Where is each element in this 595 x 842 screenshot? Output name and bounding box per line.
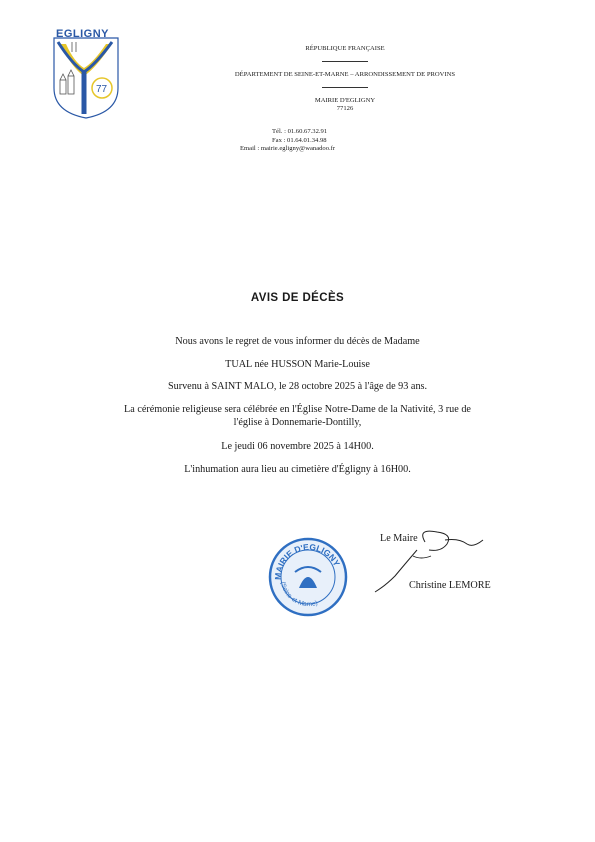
letterhead bbox=[140, 45, 550, 113]
notice-line-name: TUAL née HUSSON Marie-Louise bbox=[225, 359, 370, 370]
signatory-role: Le Maire bbox=[380, 533, 418, 544]
official-seal-icon bbox=[267, 536, 349, 618]
department-line: DÉPARTEMENT DE SEINE-ET-MARNE – ARRONDISSEMENT DE PROVINS bbox=[234, 71, 456, 78]
svg-text:(Seine-et-Marne): (Seine-et-Marne) bbox=[279, 581, 319, 609]
notice-line-burial: L'inhumation aura lieu au cimetière d'Égligny à 16H00. bbox=[184, 464, 411, 475]
notice-line-ceremony-cont: l'église à Donnemarie-Dontilly, bbox=[233, 417, 362, 428]
phone-line: Tél. : 01.60.67.32.91 bbox=[272, 128, 328, 135]
crest-shield-icon bbox=[50, 28, 122, 120]
egligny-crest-logo bbox=[50, 28, 122, 120]
postcode-line: 77126 bbox=[336, 105, 354, 112]
notice-line-ceremony: La cérémonie religieuse sera célébrée en l'Église Notre-Dame de la Nativité, 3 rue de bbox=[124, 404, 471, 415]
divider bbox=[322, 87, 368, 88]
contact-block bbox=[220, 128, 420, 154]
fax-line: Fax : 01.64.01.34.98 bbox=[272, 136, 327, 144]
notice-line-intro: Nous avons le regret de vous informer du décès de Madame bbox=[175, 336, 420, 347]
divider bbox=[322, 61, 368, 62]
signatory-name: Christine LEMORE bbox=[409, 580, 491, 591]
crest-town-name: EGLIGNY bbox=[56, 28, 110, 40]
svg-text:77: 77 bbox=[96, 84, 108, 95]
email-line: Email : mairie.egligny@wanadoo.fr bbox=[240, 145, 336, 152]
notice-title: AVIS DE DÉCÈS bbox=[250, 292, 345, 304]
notice-line-date: Le jeudi 06 novembre 2025 à 14H00. bbox=[221, 441, 374, 452]
svg-text:MAIRIE D'EGLIGNY: MAIRIE D'EGLIGNY bbox=[272, 541, 342, 581]
mairie-stamp bbox=[267, 536, 349, 618]
mairie-line: MAIRIE D'EGLIGNY bbox=[314, 97, 376, 104]
republic-line: RÉPUBLIQUE FRANÇAISE bbox=[305, 45, 385, 52]
notice-line-death: Survenu à SAINT MALO, le 28 octobre 2025 à l'âge de 93 ans. bbox=[167, 381, 428, 392]
